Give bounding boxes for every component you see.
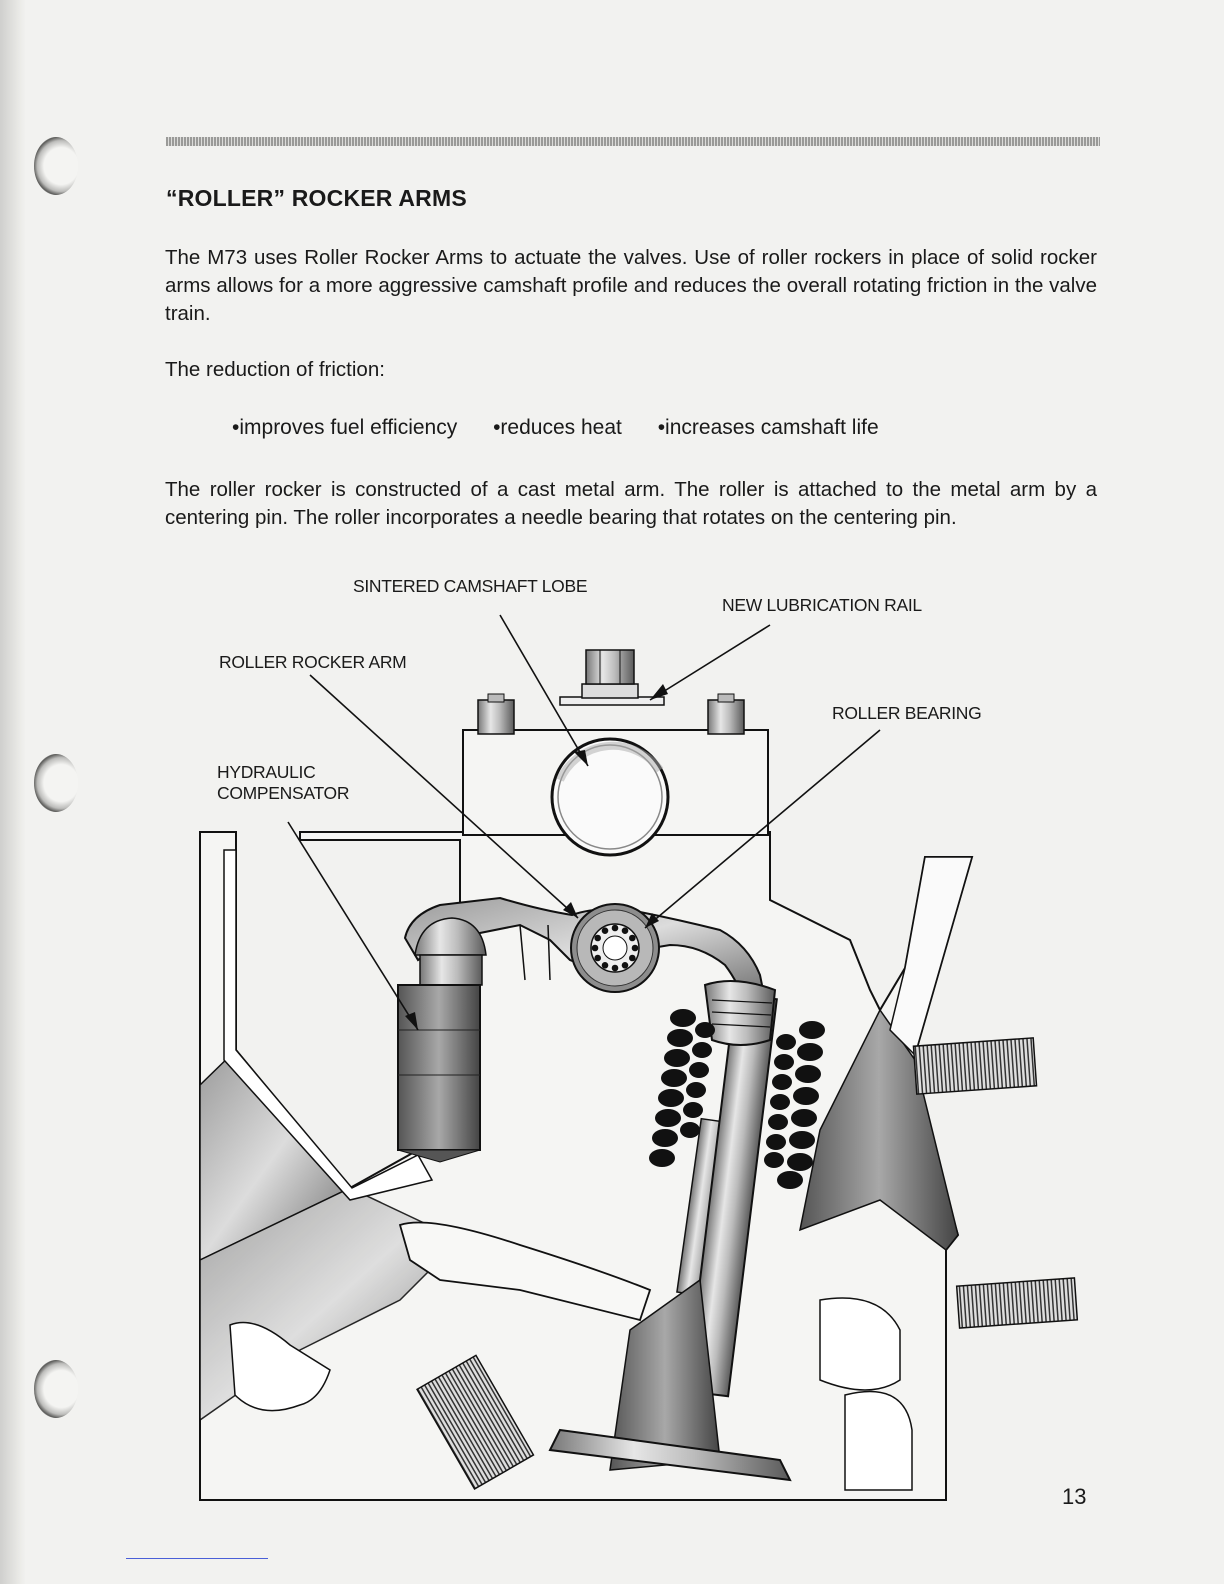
footer-link-underline — [126, 1558, 268, 1559]
intro-paragraph: The M73 uses Roller Rocker Arms to actuate the valves. Use of roller rockers in place of solid rocker arms allows for a more aggressive camshaft profile and reduces the overall rotating friction in the valve train. — [165, 246, 1097, 325]
page-number: 13 — [1062, 1484, 1087, 1509]
construction-paragraph: The roller rocker is constructed of a cast metal arm. The roller is attached to the metal arm by a centering pin. The roller incorporates a needle bearing that rotates on the centering pin. — [165, 478, 1097, 529]
stud-upper — [913, 1038, 1036, 1094]
label-lubrication-rail: NEW LUBRICATION RAIL — [722, 595, 922, 615]
friction-intro: The reduction of friction: — [165, 358, 385, 381]
punch-hole-bottom — [34, 1360, 78, 1418]
binder-edge — [0, 0, 26, 1584]
stud-lower — [957, 1278, 1078, 1328]
benefit-item: •increases camshaft life — [657, 416, 879, 439]
benefit-item: •improves fuel efficiency — [232, 416, 458, 439]
section-title: “ROLLER” ROCKER ARMS — [166, 185, 467, 211]
rail-bolt — [586, 650, 634, 684]
hydraulic-compensator — [398, 985, 480, 1150]
benefit-list — [232, 416, 909, 440]
label-rocker-arm: ROLLER ROCKER ARM — [219, 652, 407, 672]
benefit-item: •reduces heat — [493, 416, 622, 439]
label-camshaft-lobe: SINTERED CAMSHAFT LOBE — [353, 576, 588, 596]
label-roller-bearing: ROLLER BEARING — [832, 703, 982, 723]
label-hydraulic-compensator: HYDRAULIC COMPENSATOR — [217, 762, 350, 803]
punch-hole-top — [34, 137, 78, 195]
header-rule — [166, 137, 1100, 146]
cylinder-head-diagram — [190, 570, 1090, 1510]
punch-hole-middle — [34, 754, 78, 812]
